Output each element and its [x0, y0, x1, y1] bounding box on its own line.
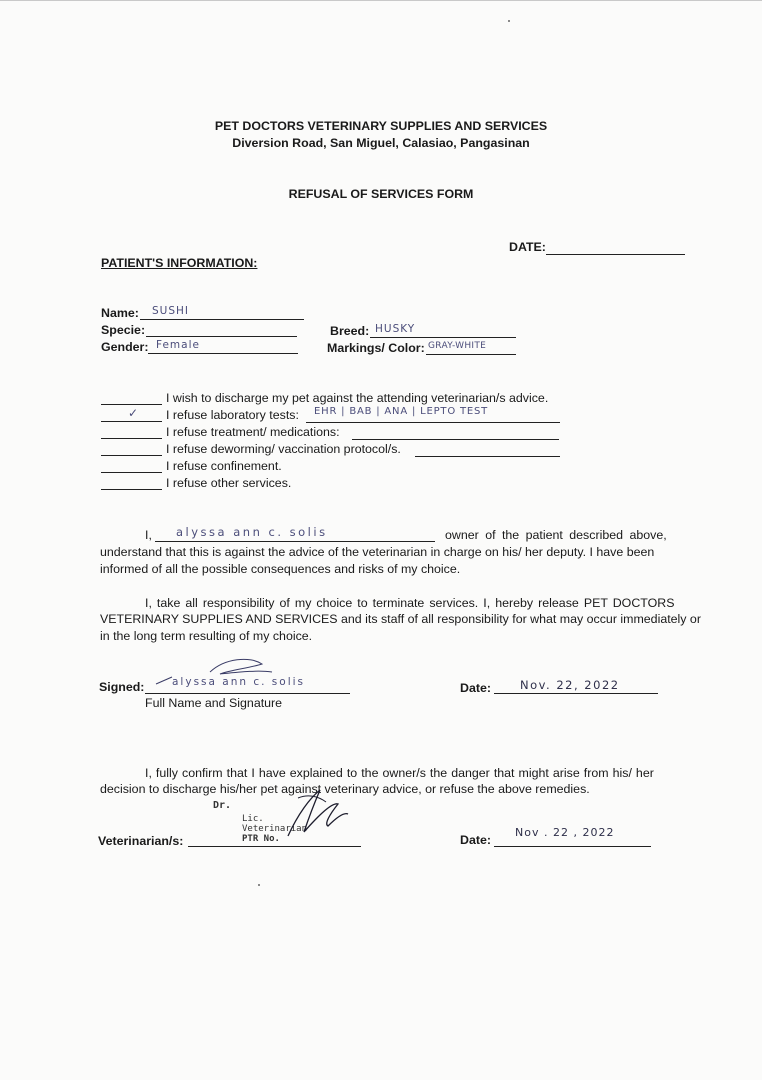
option-checkbox-line[interactable]: [101, 489, 162, 490]
option-checkbox-line[interactable]: [101, 421, 162, 422]
vet-stamp-line4: PTR No.: [242, 834, 280, 844]
option-text: I refuse other services.: [166, 476, 292, 490]
option-checkbox-line[interactable]: [101, 472, 162, 473]
vet-stamp-line3: Veterinarian: [242, 824, 308, 834]
date-label: DATE:: [509, 240, 546, 254]
gender-value: Female: [156, 339, 200, 351]
markings-field[interactable]: [426, 354, 516, 355]
statement1-prefix: I,: [145, 528, 152, 542]
scan-speck: [508, 20, 510, 22]
owner-name-value: alyssa ann c. solis: [176, 525, 328, 539]
option-mark: ✓: [128, 406, 140, 420]
signed-date-value: Nov. 22, 2022: [520, 678, 620, 692]
breed-field[interactable]: [370, 337, 516, 338]
vet-stamp-line2: Lic.: [242, 814, 264, 824]
specie-label: Specie:: [101, 323, 146, 337]
option-text: I refuse deworming/ vaccination protocol/s.: [166, 442, 401, 456]
breed-value: HUSKY: [375, 323, 416, 335]
option-detail-line[interactable]: [415, 456, 560, 457]
confirmation-line1: I, fully confirm that I have explained to the owner/s the danger that might arise from his/ her: [145, 766, 654, 780]
option-text: I refuse treatment/ medications:: [166, 425, 340, 439]
patient-section-title: PATIENT'S INFORMATION:: [101, 256, 258, 270]
owner-name-field[interactable]: [155, 541, 435, 542]
statement1-line3: informed of all the possible consequences and risks of my choice.: [100, 562, 461, 576]
markings-label: Markings/ Color:: [327, 341, 425, 355]
option-text: I refuse confinement.: [166, 459, 282, 473]
signed-name-value: alyssa ann c. solis: [172, 676, 306, 688]
vet-date-value: Nov . 22 , 2022: [515, 826, 615, 839]
option-checkbox-line[interactable]: [101, 455, 162, 456]
statement2-line3: in the long term resulting of my choice.: [100, 629, 313, 643]
veterinarian-field[interactable]: [188, 846, 361, 847]
signed-date-label: Date:: [460, 681, 491, 695]
form-title: REFUSAL OF SERVICES FORM: [288, 187, 474, 201]
signed-label: Signed:: [99, 680, 145, 694]
vet-signature-mark: [258, 784, 358, 842]
date-field[interactable]: [546, 254, 685, 255]
markings-value: GRAY-WHITE: [428, 341, 487, 351]
option-detail-line[interactable]: [306, 422, 560, 423]
confirmation-line2: decision to discharge his/her pet against veterinary advice, or refuse the above remedies.: [100, 782, 590, 796]
statement2-line2: VETERINARY SUPPLIES AND SERVICES and its staff of all responsibility for what may occur immediately or: [100, 612, 701, 626]
breed-label: Breed:: [330, 324, 370, 338]
signature-caption: Full Name and Signature: [145, 696, 283, 710]
org-address: Diversion Road, San Miguel, Calasiao, Pangasinan: [232, 136, 530, 150]
option-detail-line[interactable]: [352, 439, 559, 440]
option-text: I wish to discharge my pet against the attending veterinarian/s advice.: [166, 391, 549, 405]
name-value: SUSHI: [152, 305, 190, 317]
option-checkbox-line[interactable]: [101, 404, 162, 405]
vet-date-label: Date:: [460, 833, 491, 847]
gender-label: Gender:: [101, 340, 149, 354]
vet-stamp-line1: Dr.: [213, 800, 232, 811]
statement1-line2: understand that this is against the advice of the veterinarian in charge on his/ her deputy. I have been: [100, 545, 655, 559]
option-checkbox-line[interactable]: [101, 438, 162, 439]
statement1-suffix: owner of the patient described above,: [445, 528, 667, 542]
option-text: I refuse laboratory tests:: [166, 408, 299, 422]
option-detail: EHR | BAB | ANA | LEPTO TEST: [314, 406, 489, 417]
scan-speck: [258, 884, 260, 886]
org-name: PET DOCTORS VETERINARY SUPPLIES AND SERVICES: [214, 119, 548, 133]
vet-date-field[interactable]: [494, 846, 651, 847]
gender-field[interactable]: [148, 353, 298, 354]
page-edge: [0, 0, 762, 1]
name-field[interactable]: [140, 319, 304, 320]
veterinarian-label: Veterinarian/s:: [98, 834, 184, 848]
signed-date-field[interactable]: [494, 693, 658, 694]
specie-field[interactable]: [146, 336, 297, 337]
statement2-line1: I, take all responsibility of my choice to terminate services. I, hereby release PET DOCTORS: [145, 596, 675, 610]
name-label: Name:: [101, 306, 139, 320]
